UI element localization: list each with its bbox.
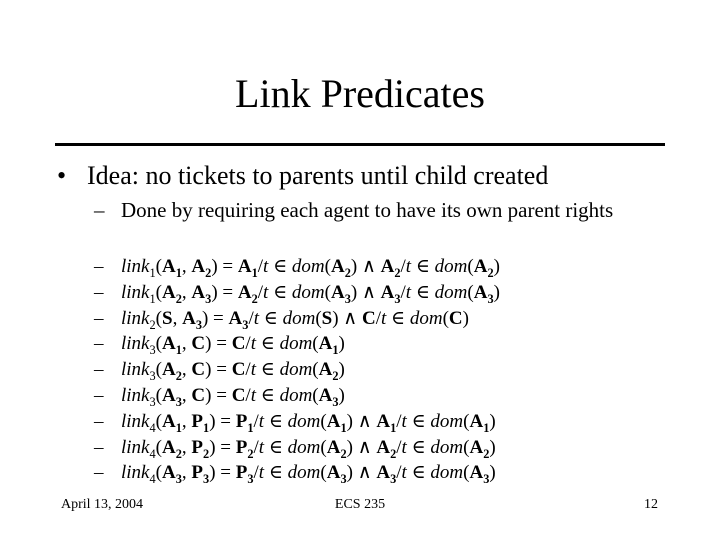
link-formula: $link_4(A_3$, $P_3) = P_3/t$ ∈ $dom(A_3)$ ∧ $A_3/t$ ∈ $dom(A_3)$	[121, 462, 496, 487]
link-formula: $link_3(A_1$, C) = C/t ∈ $dom(A_1)$	[121, 333, 345, 358]
list-marker: –	[94, 462, 104, 484]
list-marker: –	[94, 281, 104, 303]
list-marker: –	[94, 436, 104, 458]
link-formula: link$_2$(S, $A_3) = A_3/t$ ∈ dom(S) ∧ C/t ∈ dom(C)	[121, 307, 469, 332]
link-formula: $link_3(A_2$, C) = C/t ∈ $dom(A_2)$	[121, 359, 345, 383]
sub-bullet	[94, 198, 654, 223]
list-marker: –	[94, 307, 104, 329]
title-divider	[55, 143, 665, 146]
link-formula: $link_4(A_2$, $P_2) = P_2/t$ ∈ $dom(A_2)$ ∧ $A_2/t$ ∈ $dom(A_2)$	[121, 436, 496, 461]
list-marker: –	[94, 333, 104, 355]
footer-course: ECS 235	[334, 497, 386, 512]
bullet-marker: •	[57, 161, 67, 190]
list-marker: –	[94, 410, 104, 432]
main-bullet	[57, 161, 548, 191]
list-marker: –	[94, 384, 104, 406]
sub-bullet-marker: –	[94, 198, 105, 222]
main-bullet-text: Idea: no tickets to parents until child created	[87, 161, 549, 190]
page-number: 12	[644, 497, 658, 512]
link-formula: $link_4(A_1$, $P_1) = P_1/t$ ∈ $dom(A_1)$ ∧ $A_1/t$ ∈ $dom(A_1)$	[121, 410, 496, 435]
footer-date: April 13, 2004	[61, 497, 144, 512]
slide-title: Link Predicates	[235, 71, 485, 116]
link-formula: $link_1(A_2$, $A_3) = A_2/t$ ∈ $dom(A_3)$ ∧ $A_3/t$ ∈ $dom(A_3)$	[121, 281, 500, 306]
list-marker: –	[94, 256, 104, 277]
link-formula: $link_3(A_3$, C) = C/t ∈ $dom(A_3)$	[121, 384, 345, 409]
sub-bullet-text: Done by requiring each agent to have its own parent rights	[121, 198, 614, 222]
list-marker: –	[94, 359, 104, 381]
link-formula: $link_1(A_1$, $A_2) = A_1/t$ ∈ $dom(A_2)$ ∧ $A_2/t$ ∈ $dom(A_2)$	[121, 256, 500, 280]
